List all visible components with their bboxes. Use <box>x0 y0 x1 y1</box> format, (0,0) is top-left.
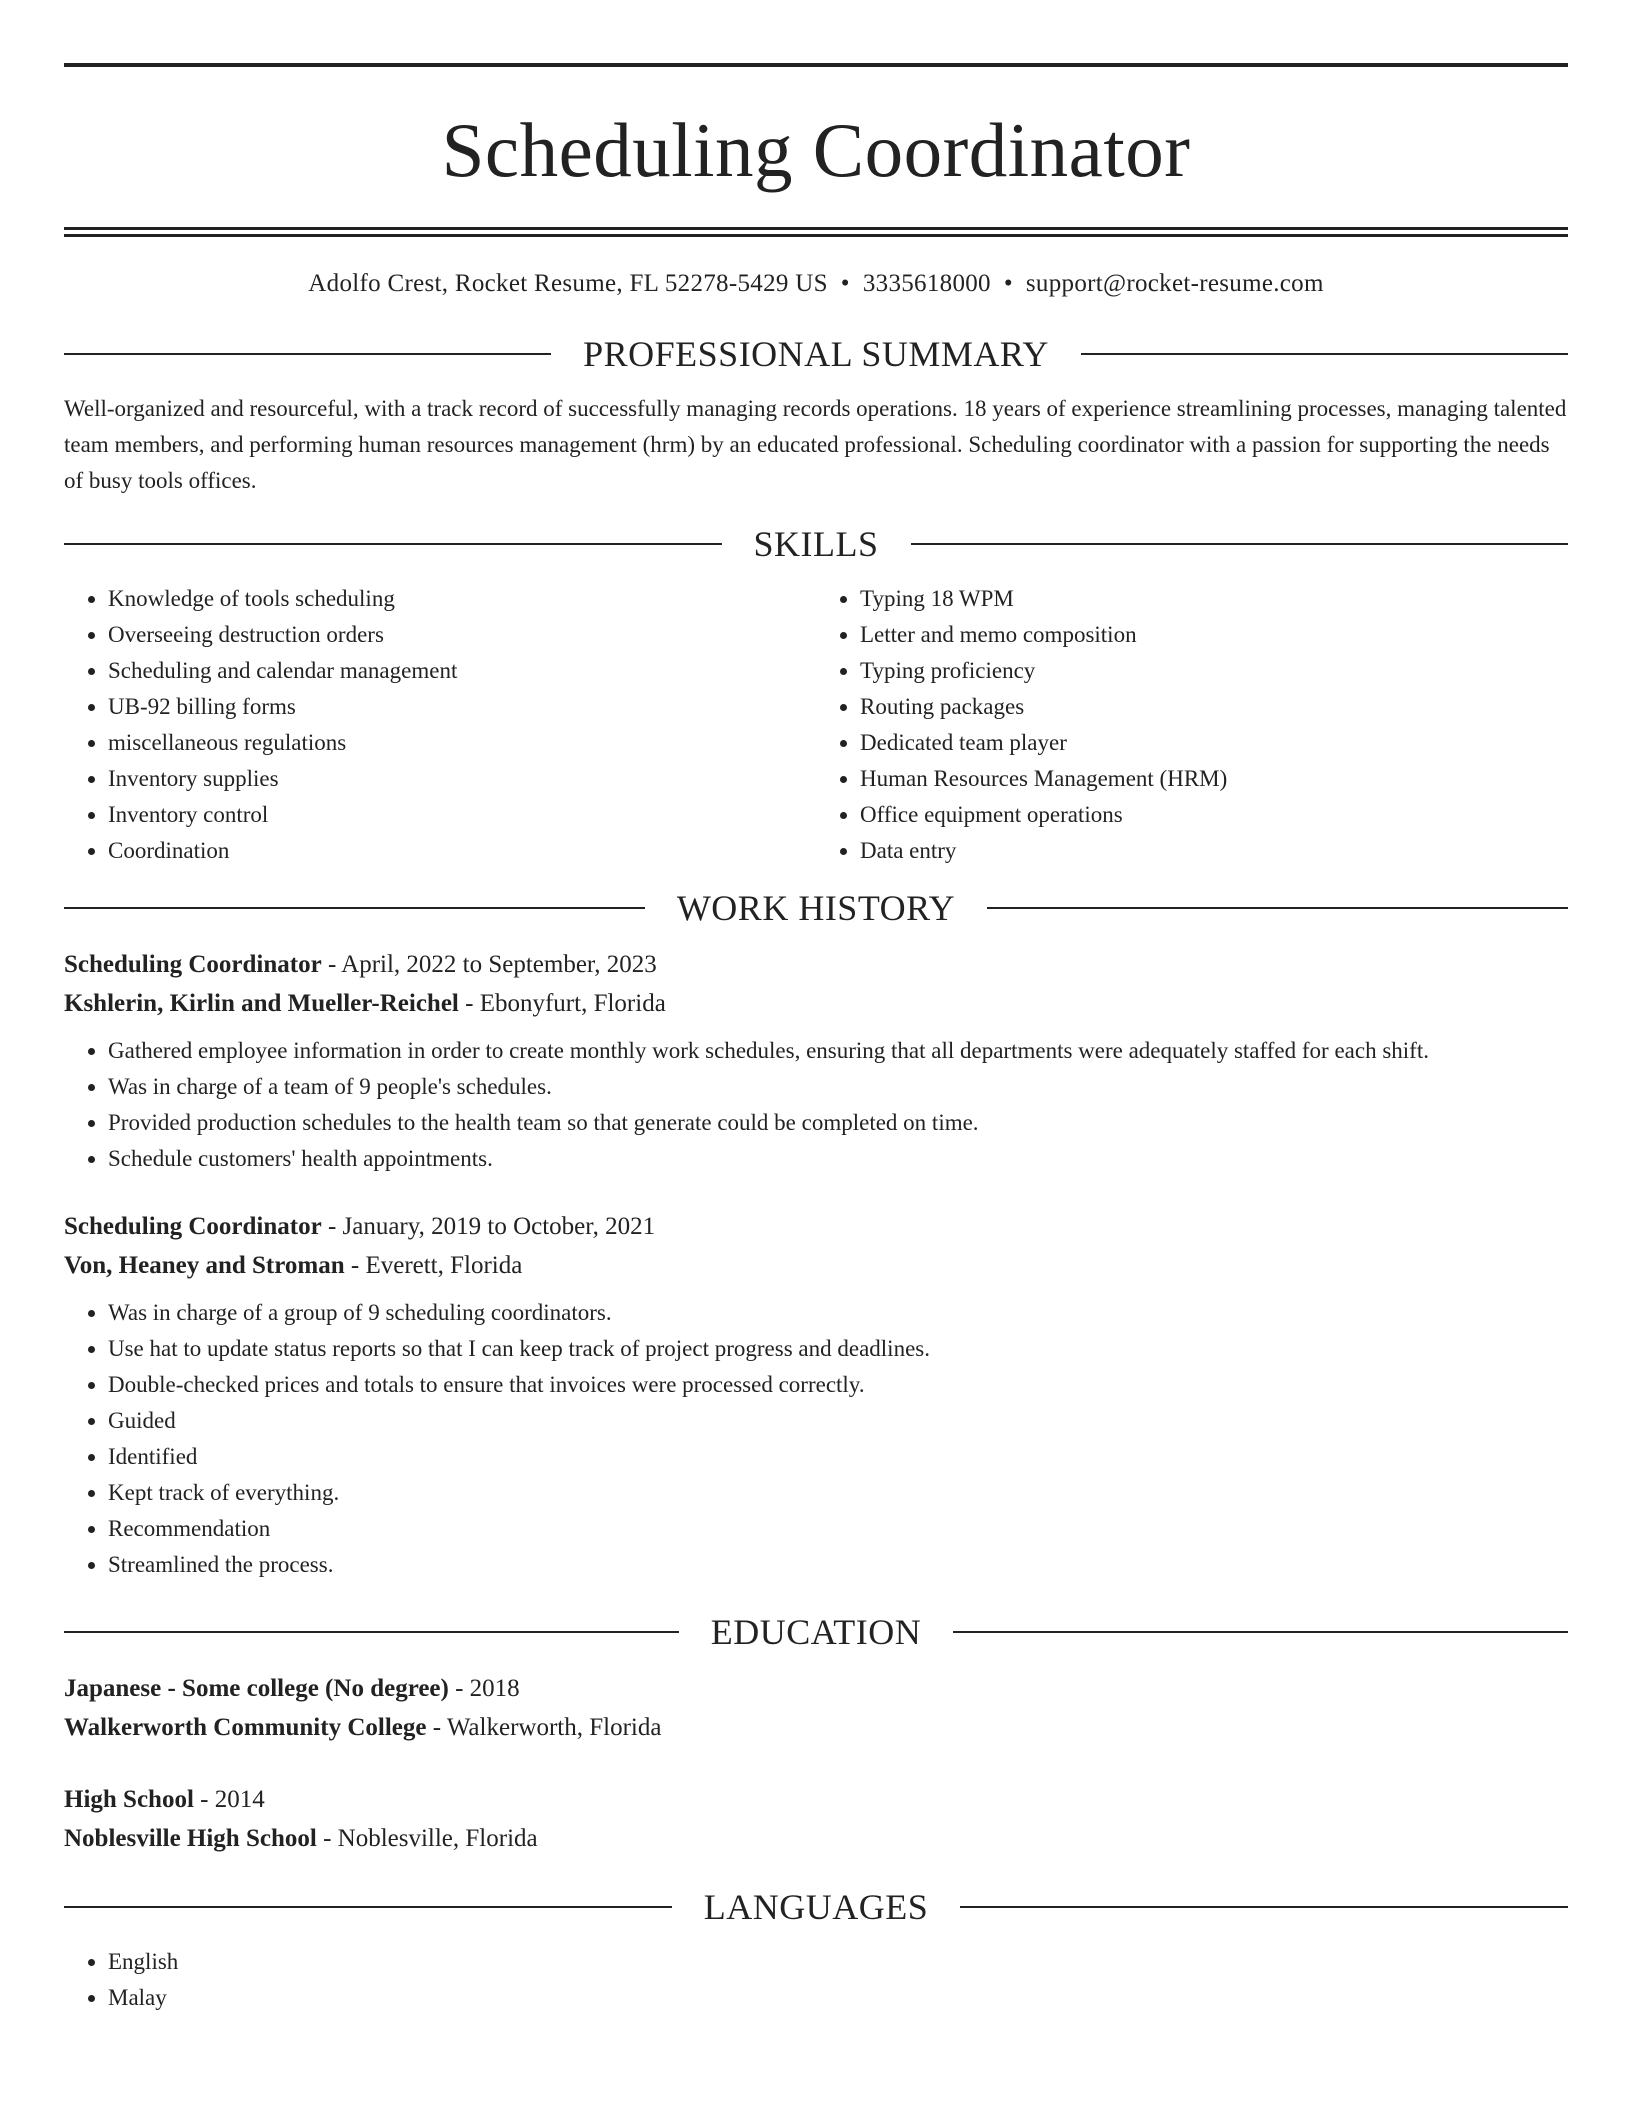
education-year: - 2018 <box>448 1675 520 1702</box>
contact-phone: 3335618000 <box>862 270 991 297</box>
skill-item: • UB-92 billing forms <box>108 689 816 725</box>
summary-text: Well-organized and resourceful, with a track record of successfully managing records operations. 18 years of experience streamlining processes, managing talented team members, and performing human resources management (hrm) by an educated professional. Scheduling coordinator with a passion for supporting the needs of busy tools offices. <box>64 396 1567 493</box>
skills-list <box>64 581 1568 869</box>
education-entry <box>64 1780 1568 1858</box>
section-title: PROFESSIONAL SUMMARY <box>583 334 1049 374</box>
job-location: - Ebonyfurt, Florida <box>458 990 666 1017</box>
language-item: • English <box>108 1944 1568 1980</box>
section-title: WORK HISTORY <box>676 888 956 928</box>
education-degree-line <box>64 1669 1568 1708</box>
section-title: SKILLS <box>753 524 879 564</box>
header-rule <box>911 543 1569 545</box>
job-bullet: • Provided production schedules to the health team so that generate could be completed on time. <box>108 1105 1568 1141</box>
job-dates: - January, 2019 to October, 2021 <box>321 1213 656 1240</box>
education-school-line <box>64 1708 1568 1747</box>
job-company: Von, Heaney and Stroman <box>64 1252 345 1279</box>
education-school: Walkerworth Community College <box>64 1714 427 1741</box>
education-school: Noblesville High School <box>64 1825 317 1852</box>
header-rule <box>960 1906 1568 1908</box>
language-bullets <box>64 1944 1568 2016</box>
job-company-line <box>64 1246 1568 1285</box>
job-company-line <box>64 984 1568 1023</box>
section-header-languages <box>64 1882 1568 1932</box>
header-rule <box>64 353 551 355</box>
education-year: - 2014 <box>193 1786 265 1813</box>
education-entry <box>64 1669 1568 1747</box>
double-rule <box>64 227 1568 237</box>
skill-item: • Human Resources Management (HRM) <box>860 761 1568 797</box>
section-title: EDUCATION <box>710 1612 922 1652</box>
job-bullet: • Recommendation <box>108 1511 1568 1547</box>
contact-email: support@rocket-resume.com <box>1025 270 1324 297</box>
skill-item: • Office equipment operations <box>860 797 1568 833</box>
job-role: Scheduling Coordinator <box>64 1213 322 1240</box>
top-rule <box>64 63 1568 67</box>
job-bullet: • Guided <box>108 1403 1568 1439</box>
skill-item: • Routing packages <box>860 689 1568 725</box>
job-bullet: • Identified <box>108 1439 1568 1475</box>
separator-dot: • <box>840 270 850 297</box>
skill-item: • Data entry <box>860 833 1568 869</box>
header-rule <box>64 1906 672 1908</box>
job-bullet: • Gathered employee information in order to create monthly work schedules, ensuring that all departments were adequately staffed for each shift. <box>108 1033 1568 1069</box>
skill-item: • Dedicated team player <box>860 725 1568 761</box>
skill-item: • Inventory supplies <box>108 761 816 797</box>
education-degree: High School <box>64 1786 194 1813</box>
job-entry <box>64 1207 1568 1583</box>
header-rule <box>953 1631 1568 1633</box>
skill-item: • Letter and memo composition <box>860 617 1568 653</box>
contact-address: Adolfo Crest, Rocket Resume, FL 52278-5429 US <box>308 270 828 297</box>
job-bullet: • Streamlined the process. <box>108 1547 1568 1583</box>
education-degree-line <box>64 1780 1568 1819</box>
job-entry <box>64 945 1568 1177</box>
job-bullets <box>64 1295 1568 1583</box>
education-school-line <box>64 1819 1568 1858</box>
skills-column-right <box>816 581 1568 869</box>
section-header-work-history <box>64 883 1568 933</box>
header-rule <box>64 1631 679 1633</box>
skill-item: • miscellaneous regulations <box>108 725 816 761</box>
job-bullet: • Was in charge of a team of 9 people's schedules. <box>108 1069 1568 1105</box>
separator-dot: • <box>1003 270 1013 297</box>
work-history <box>64 945 1568 1583</box>
skill-item: • Typing 18 WPM <box>860 581 1568 617</box>
resume-content <box>64 63 1568 2016</box>
section-title: LANGUAGES <box>703 1887 929 1927</box>
header-rule <box>64 543 722 545</box>
job-bullet: • Was in charge of a group of 9 scheduling coordinators. <box>108 1295 1568 1331</box>
job-bullet: • Schedule customers' health appointments. <box>108 1141 1568 1177</box>
section-header-summary <box>64 329 1568 379</box>
skill-item: • Scheduling and calendar management <box>108 653 816 689</box>
job-location: - Everett, Florida <box>344 1252 523 1279</box>
education-location: - Walkerworth, Florida <box>426 1714 662 1741</box>
header-rule <box>1081 353 1568 355</box>
header-rule <box>64 907 645 909</box>
education-degree: Japanese - Some college (No degree) <box>64 1675 449 1702</box>
job-bullets <box>64 1033 1568 1177</box>
job-title-line <box>64 1207 1568 1246</box>
job-bullet: • Double-checked prices and totals to ensure that invoices were processed correctly. <box>108 1367 1568 1403</box>
education-location: - Noblesville, Florida <box>316 1825 538 1852</box>
job-role: Scheduling Coordinator <box>64 951 322 978</box>
skill-item: • Overseeing destruction orders <box>108 617 816 653</box>
skills-column-left <box>64 581 816 869</box>
section-header-education <box>64 1607 1568 1657</box>
section-header-skills <box>64 519 1568 569</box>
header-rule <box>987 907 1568 909</box>
job-bullet: • Use hat to update status reports so that I can keep track of project progress and deadlines. <box>108 1331 1568 1367</box>
skill-item: • Typing proficiency <box>860 653 1568 689</box>
languages-list <box>64 1944 1568 2016</box>
job-dates: - April, 2022 to September, 2023 <box>321 951 657 978</box>
skill-item: • Knowledge of tools scheduling <box>108 581 816 617</box>
job-company: Kshlerin, Kirlin and Mueller-Reichel <box>64 990 459 1017</box>
candidate-name: Scheduling Coordinator <box>441 107 1191 193</box>
job-bullet: • Kept track of everything. <box>108 1475 1568 1511</box>
language-item: • Malay <box>108 1980 1568 2016</box>
contact-line <box>64 268 1568 300</box>
skill-item: • Coordination <box>108 833 816 869</box>
education-list <box>64 1669 1568 1858</box>
job-title-line <box>64 945 1568 984</box>
skill-item: • Inventory control <box>108 797 816 833</box>
